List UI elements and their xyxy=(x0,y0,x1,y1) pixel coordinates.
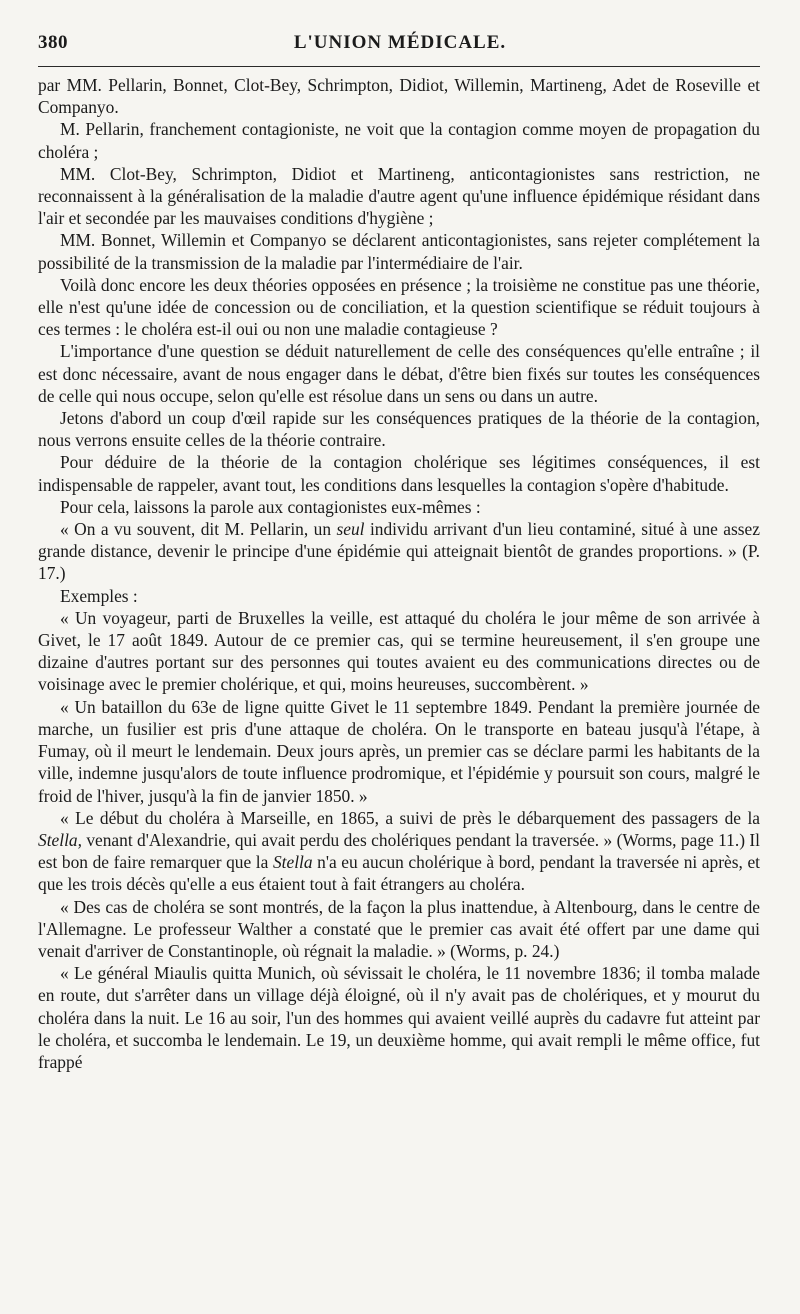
quote-paragraph: « Un voyageur, parti de Bruxelles la veille, est attaqué du choléra le jour même de son arrivée à Givet, le 17 août 1849. Autour de ce premier cas, qui se termine heureusement, il s'en groupe une dizaine d'autres portant sur des personnes qui toutes avaient eu des communications directes ou de voisinage avec le premier cholérique, et qui, moins heureuses, succombèrent. » xyxy=(38,607,760,695)
paragraph: L'importance d'une question se déduit naturellement de celle des conséquences qu'elle entraîne ; il est donc nécessaire, avant de nous engager dans le débat, d'être bien fixés sur toutes les conséquences de celle qui nous occupe, selon qu'elle est résolue dans un sens ou dans un autre. xyxy=(38,341,760,406)
paragraph: MM. Clot-Bey, Schrimpton, Didiot et Martineng, anticontagionistes sans restriction, ne reconnaissent à la généralisation de la maladie d'autre agent qu'une influence épidémique résidant dans l'air et secondée par les mauvaises conditions d'hygiène ; xyxy=(38,163,760,229)
paragraph: par MM. Pellarin, Bonnet, Clot-Bey, Schrimpton, Didiot, Willemin, Martineng, Adet de Roseville et Companyo. xyxy=(38,75,760,118)
quote-paragraph: « Le général Miaulis quitta Munich, où sévissait le choléra, le 11 novembre 1836; il tomba malade en route, dut s'arrêter dans un village déjà éloigné, où il n'y avait pas de cholériques, et y mourut du choléra dans la nuit. Le 16 au soir, l'un des hommes qui avaient veillé auprès du cadavre fut atteint par le choléra, et succomba le lendemain. Le 19, un deuxième homme, qui avait rempli le même office, fut frappé xyxy=(38,963,760,1072)
paragraph: M. Pellarin, franchement contagioniste, ne voit que la contagion comme moyen de propagation du choléra ; xyxy=(38,119,760,162)
text-run: n'a eu aucun cholérique à bord, pendant la traversée ni après, et que les trois décès qu'elle a eus étaient tout à fait étrangers au choléra. xyxy=(38,852,760,895)
text-run: « Le début du choléra à Marseille, en 1865, a suivi de près le débarquement des passagers de la xyxy=(60,807,760,828)
paragraph: Jetons d'abord un coup d'œil rapide sur les conséquences pratiques de la théorie de la contagion, nous verrons ensuite celles de la théorie contraire. xyxy=(38,408,760,451)
text-run: « On a vu souvent, dit M. Pellarin, un xyxy=(60,519,337,540)
header-rule xyxy=(38,66,760,67)
quote-paragraph xyxy=(38,807,760,896)
paragraph: Pour déduire de la théorie de la contagion cholérique ses légitimes conséquences, il est indispensable de rappeler, avant tout, les conditions dans lesquelles la contagion s'opère d'habitude. xyxy=(38,452,760,495)
page-header xyxy=(38,30,762,64)
body-text xyxy=(38,74,760,1073)
paragraph: Exemples : xyxy=(60,585,138,606)
page-number: 380 xyxy=(38,32,68,53)
emphasis: seul xyxy=(336,519,365,540)
quote-paragraph: « Un bataillon du 63e de ligne quitte Givet le 11 septembre 1849. Pendant la première journée de marche, un fusilier est pris d'une attaque de choléra. On le transporte en bateau jusqu'à l'étape, à Fumay, où il meurt le lendemain. Deux jours après, un premier cas se déclare parmi les habitants de la ville, indemne jusqu'alors de toute influence prodromique, et l'épidémie y poursuit son cours, malgré le froid de l'hiver, jusqu'à la fin de janvier 1850. » xyxy=(38,696,760,806)
quote-paragraph: « Des cas de choléra se sont montrés, de la façon la plus inattendue, à Altenbourg, dans le centre de l'Allemagne. Le professeur Walther a constaté que le premier cas avait été offert par une dame qui venait d'arriver de Constantinople, où régnait la maladie. » (Worms, p. 24.) xyxy=(38,896,760,961)
paragraph: MM. Bonnet, Willemin et Companyo se déclarent anticontagionistes, sans rejeter complétement la possibilité de la transmission de la maladie par l'intermédiaire de l'air. xyxy=(38,230,760,273)
text-run: individu arrivant d'un lieu contaminé, situé à une assez grande distance, devenir le principe d'une épidémie qui atteignait bientôt de grandes proportions. » (P. 17.) xyxy=(38,519,760,584)
paragraph: Voilà donc encore les deux théories opposées en présence ; la troisième ne constitue pas une théorie, elle n'est qu'une idée de concession ou de conciliation, et la question scientifique se réduit toujours à ces termes : le choléra est-il oui ou non une maladie contagieuse ? xyxy=(38,274,760,340)
running-title: L'UNION MÉDICALE. xyxy=(293,32,507,53)
text-run: venant d'Alexandrie, qui avait perdu des cholériques pendant la traversée. » (Worms, page 11.) Il est bon de faire remarquer que la xyxy=(38,829,760,873)
paragraph: Pour cela, laissons la parole aux contagionistes eux-mêmes : xyxy=(60,496,481,517)
ship-name: Stella xyxy=(272,852,313,873)
quote-paragraph xyxy=(38,518,760,585)
ship-name: Stella, xyxy=(38,829,82,850)
